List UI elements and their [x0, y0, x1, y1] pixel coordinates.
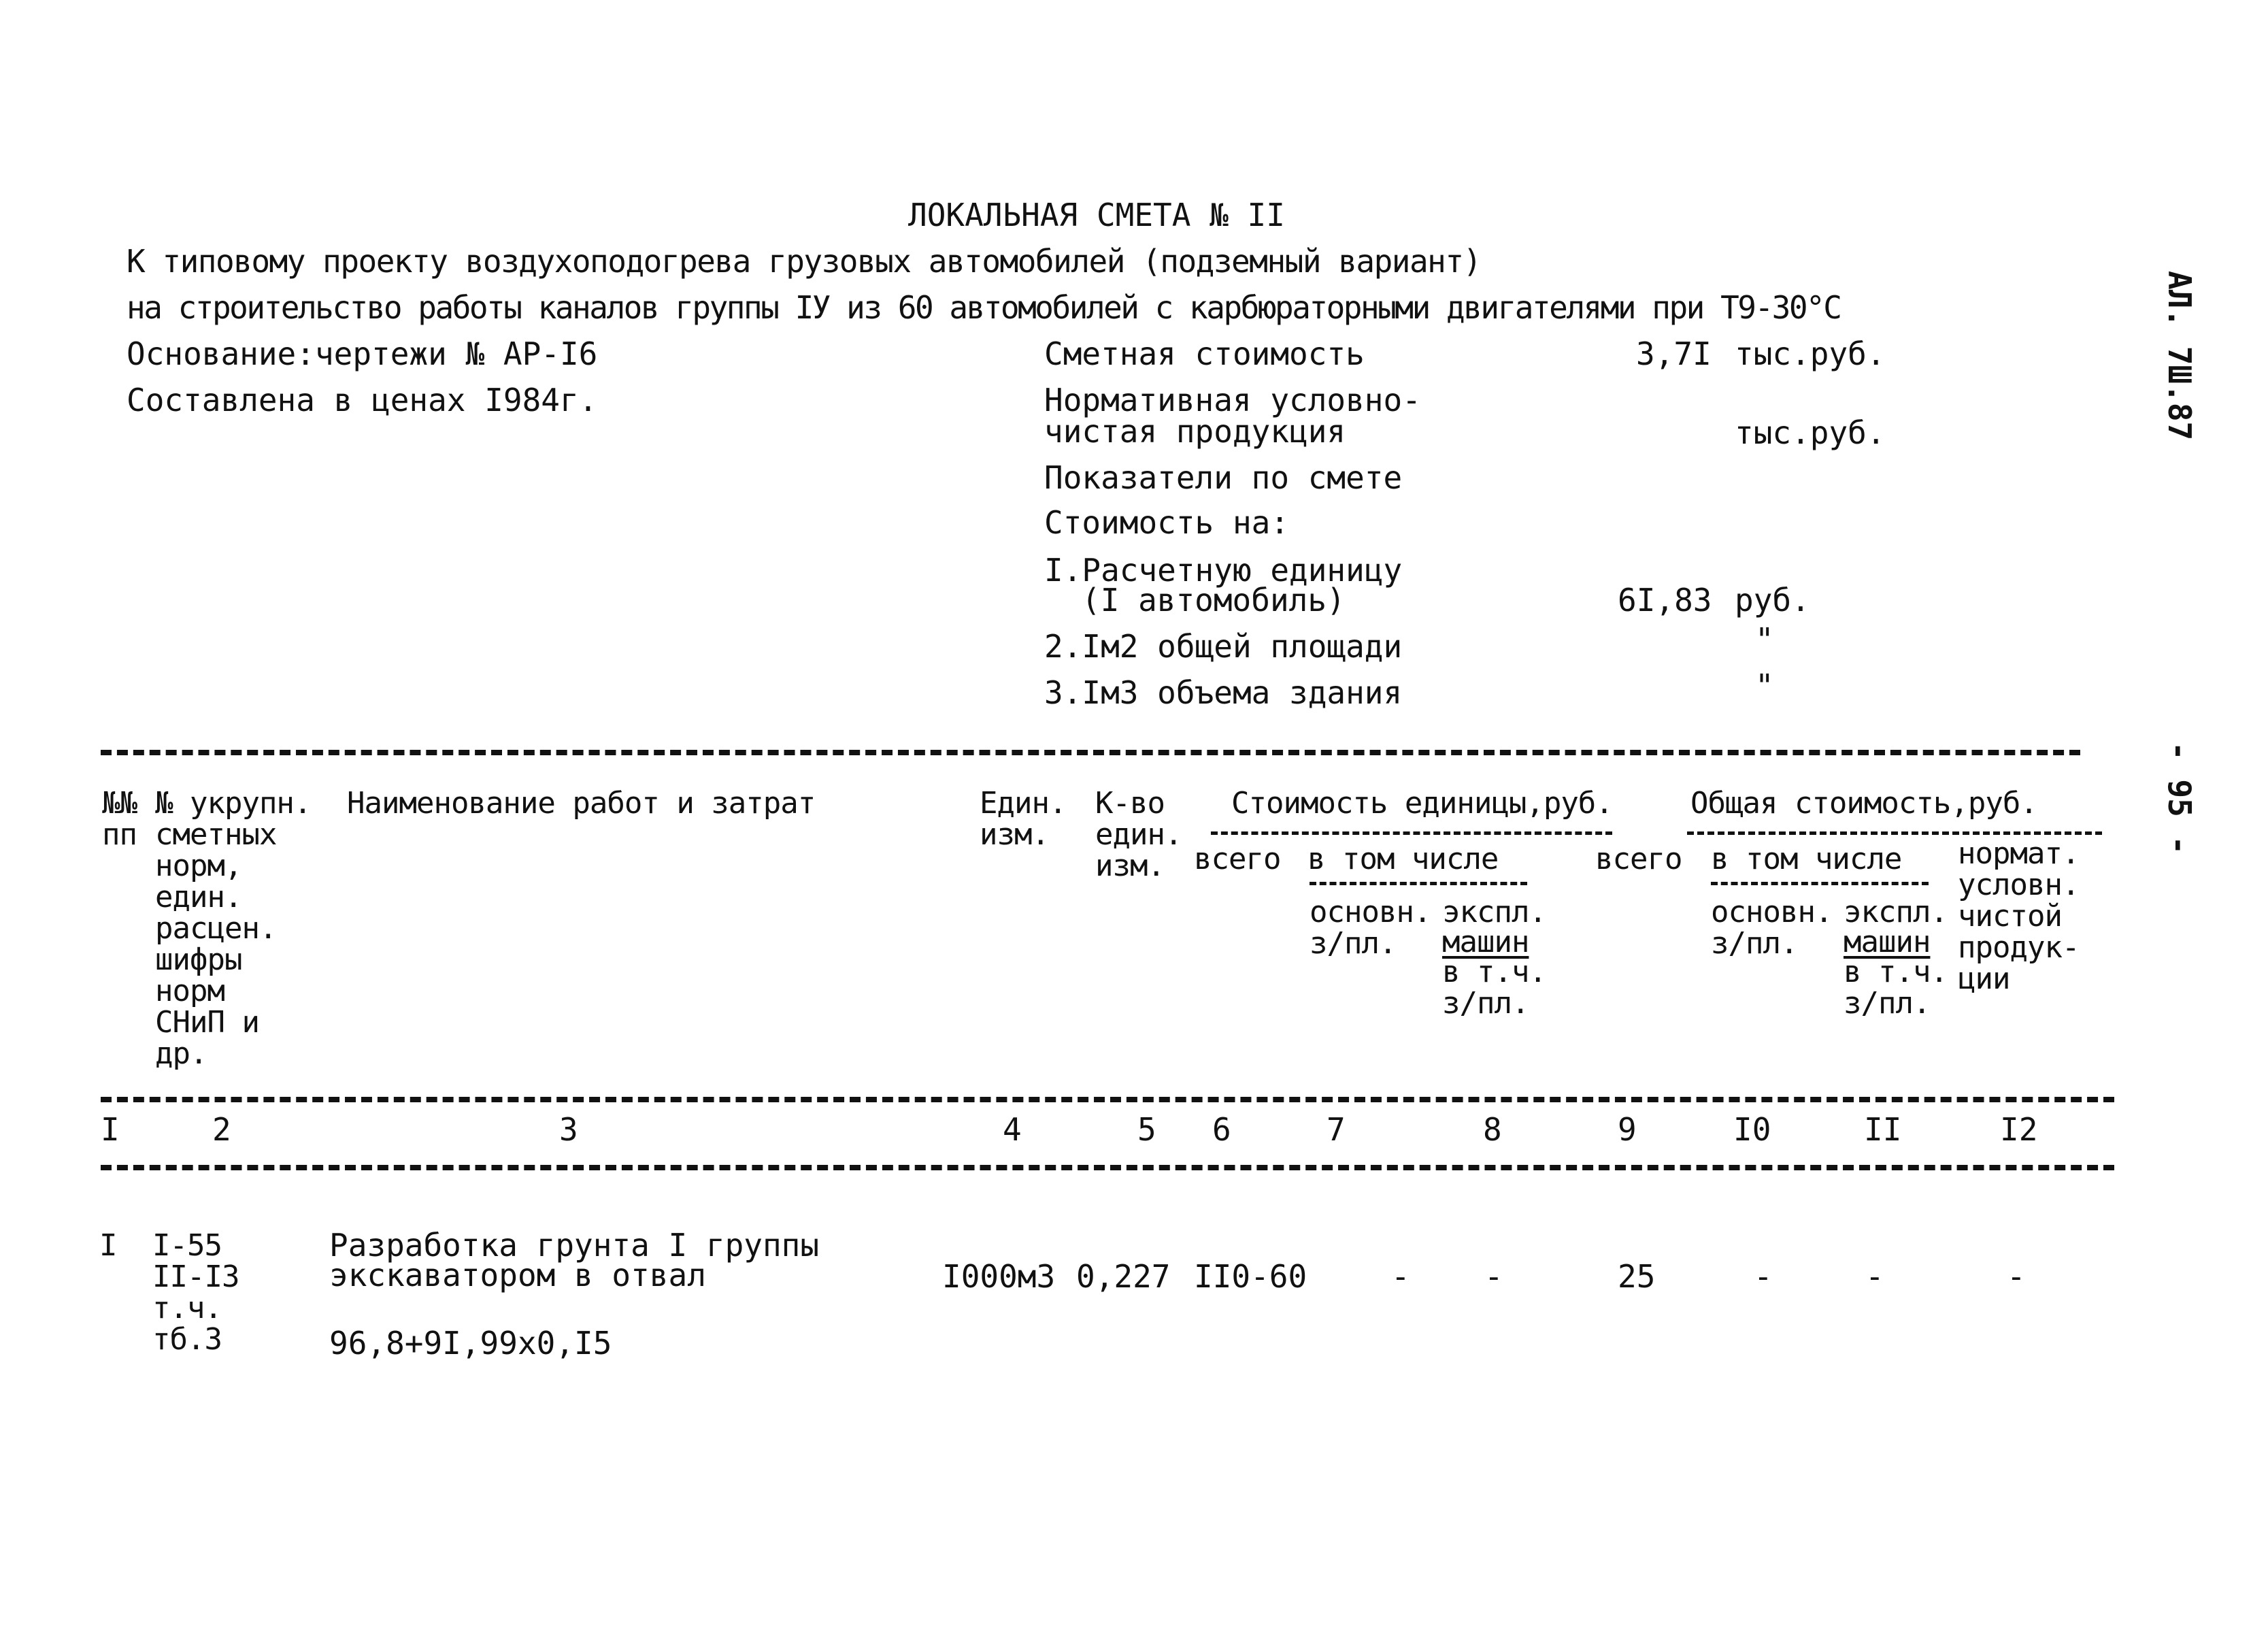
hdr-unit: Един. изм. — [980, 786, 1067, 852]
item3-label: 3.Iм3 объема здания — [1044, 674, 1403, 711]
colnum-top-rule — [101, 1097, 2114, 1102]
col-number: 4 — [1003, 1111, 1022, 1148]
row-work-name: Разработка грунта I группы экскаватором в отвал — [329, 1227, 820, 1293]
hdr-unit-mach2: машин — [1442, 925, 1529, 959]
col-number: I — [101, 1111, 120, 1148]
hdr-total-mach: экспл. — [1844, 895, 1948, 929]
col-number: 5 — [1137, 1111, 1156, 1148]
col-number: 3 — [559, 1111, 578, 1148]
hdr-unit-including: в том числе — [1307, 842, 1499, 876]
row-unit: I000м3 — [942, 1258, 1056, 1295]
norm-unit: тыс.руб. — [1735, 414, 1886, 451]
row-total-norm: - — [2007, 1258, 2026, 1295]
row-norm-code: I-55 II-I3 т.ч. тб.3 — [152, 1228, 239, 1357]
hdr-unit-cost-underline — [1211, 831, 1612, 835]
indicators-label: Показатели по смете — [1044, 459, 1403, 496]
col-number: 6 — [1212, 1111, 1231, 1148]
norm-label-2: чистая продукция — [1044, 413, 1346, 450]
item1-unit: руб. — [1735, 582, 1810, 618]
row-total-wage: - — [1754, 1258, 1773, 1295]
item1-label-a: I.Расчетную единицу — [1044, 552, 1403, 589]
cost-for-label: Стоимость на: — [1044, 504, 1290, 541]
doc-prices: Составлена в ценах I984г. — [127, 382, 598, 418]
side-code: АЛ. 7Ш.87 — [2161, 271, 2198, 441]
hdr-row-number: №№ пп — [102, 786, 137, 852]
hdr-work-name: Наименование работ и затрат — [347, 786, 816, 821]
col-number: II — [1864, 1111, 1902, 1148]
hdr-norm-code: № укрупн. сметных норм, един. расцен. шифры норм СНиП и др. — [155, 786, 312, 1071]
doc-line-scope: на строительство работы каналов группы IУ из 60 автомобилей с карбюраторными двигателями при Т9-30°С — [127, 289, 1841, 326]
doc-line-project: К типовому проекту воздухоподогрева грузовых автомобилей (подземный вариант) — [127, 243, 1481, 280]
hdr-total-including: в том числе — [1711, 842, 1902, 876]
hdr-quantity: К-во един. изм. — [1095, 786, 1182, 883]
row-unit-mach: - — [1484, 1258, 1503, 1295]
hdr-total-norm: нормат. условн. чистой продук- ции — [1958, 836, 2080, 996]
table-top-rule — [101, 750, 2080, 755]
hdr-unit-total: всего — [1194, 842, 1281, 876]
hdr-total-wage: основн. з/пл. — [1711, 895, 1833, 961]
norm-label-1: Нормативная условно- — [1044, 382, 1421, 418]
colnum-bottom-rule — [101, 1165, 2114, 1170]
doc-basis: Основание:чертежи № АР-I6 — [127, 335, 598, 372]
col-number: I2 — [2000, 1111, 2038, 1148]
hdr-total-mach3: в т.ч. з/пл. — [1844, 955, 1948, 1021]
row-formula: 96,8+9I,99х0,I5 — [329, 1325, 612, 1362]
item1-label-b: (I автомобиль) — [1082, 582, 1346, 618]
doc-title: ЛОКАЛЬНАЯ СМЕТА № II — [908, 197, 1285, 233]
hdr-total-cost-underline — [1687, 831, 2102, 835]
col-number: I0 — [1733, 1111, 1771, 1148]
hdr-total-including-underline — [1711, 882, 1929, 885]
col-number: 8 — [1483, 1111, 1502, 1148]
row-total: 25 — [1618, 1258, 1656, 1295]
hdr-total-total: всего — [1595, 842, 1682, 876]
item3-mark: " — [1755, 667, 1774, 704]
hdr-total-cost-group: Общая стоимость,руб. — [1690, 786, 2037, 821]
hdr-unit-mach3: в т.ч. з/пл. — [1442, 955, 1546, 1021]
hdr-total-mach2: машин — [1844, 925, 1931, 959]
row-unit-wage: - — [1391, 1258, 1410, 1295]
hdr-unit-including-underline — [1310, 882, 1527, 885]
hdr-unit-mach: экспл. — [1442, 895, 1546, 929]
col-number: 7 — [1327, 1111, 1346, 1148]
col-number: 2 — [212, 1111, 231, 1148]
side-page-number: - 95 - — [2161, 742, 2198, 855]
row-total-mach: - — [1865, 1258, 1884, 1295]
item1-value: 6I,83 — [1618, 582, 1712, 618]
hdr-unit-wage: основн. з/пл. — [1310, 895, 1431, 961]
row-unit-total: II0-60 — [1194, 1258, 1307, 1295]
item2-label: 2.Iм2 общей площади — [1044, 628, 1403, 665]
est-cost-value: 3,7I — [1636, 335, 1712, 372]
est-cost-unit: тыс.руб. — [1735, 335, 1886, 372]
item2-mark: " — [1755, 621, 1774, 658]
col-number: 9 — [1618, 1111, 1637, 1148]
row-quantity: 0,227 — [1076, 1258, 1171, 1295]
hdr-unit-cost-group: Стоимость единицы,руб. — [1231, 786, 1613, 821]
est-cost-label: Сметная стоимость — [1044, 335, 1365, 372]
row-number: I — [99, 1228, 117, 1263]
